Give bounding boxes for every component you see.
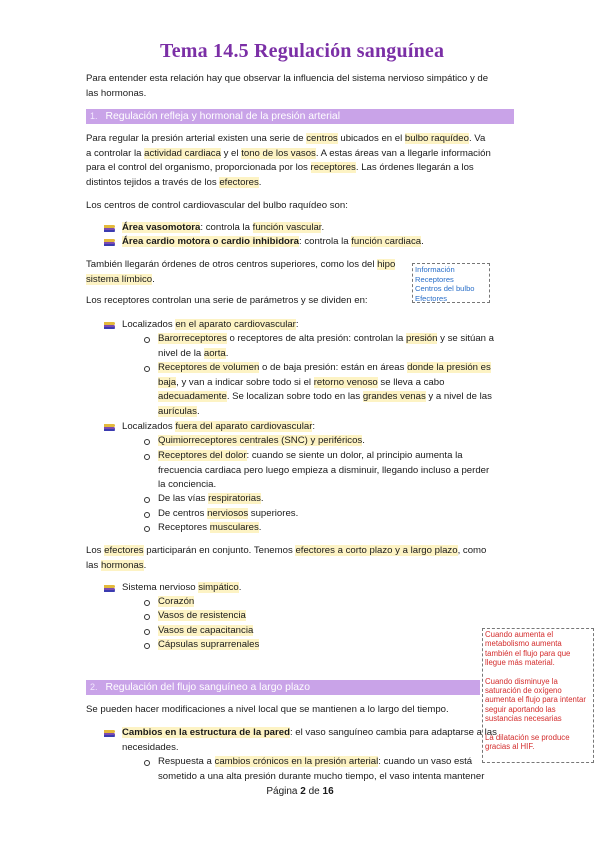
text: . Las órdenes llegarán a los — [355, 162, 474, 174]
sub-bullet-icon — [144, 512, 150, 518]
highlight: bulbo raquídeo — [404, 133, 469, 144]
text: o receptores de alta presión: controlan la — [226, 333, 406, 344]
text: se lleva a cabo — [377, 376, 445, 388]
text: las — [86, 559, 101, 571]
paragraph: Los centros de control cardiovascular del bulbo raquídeo son: — [86, 200, 348, 211]
page-title: Tema 14.5 Regulación sanguínea — [160, 40, 445, 62]
bullet-icon — [104, 424, 116, 432]
text: , como — [457, 545, 487, 556]
text: : cuando se siente un dolor, al principio aumenta la — [246, 450, 463, 461]
highlight: cambios crónicos en la presión arterial — [214, 756, 379, 767]
highlight: actividad cardiaca — [144, 147, 221, 159]
sub-list-item — [158, 521, 520, 536]
text: . — [225, 347, 229, 359]
highlight: Cápsulas suprarrenales — [158, 639, 260, 650]
text: Respuesta a — [158, 756, 215, 767]
sub-bullet-icon — [144, 629, 150, 635]
highlight: aorta — [203, 347, 226, 359]
text: Localizados — [122, 319, 176, 330]
bullet-icon — [104, 730, 116, 738]
text: : el vaso sanguíneo cambia para adaptarse a las — [289, 727, 497, 738]
text: Los — [86, 545, 105, 556]
text: frecuencia cardiaca pero luego empieza a disminuir, llegando incluso a perder — [158, 464, 490, 476]
text: y a nivel de las — [425, 391, 492, 403]
text: . — [421, 236, 424, 247]
text: : controla la — [200, 222, 253, 233]
sub-list-item — [158, 638, 458, 653]
sub-list-item — [158, 595, 458, 610]
highlight: Vasos de capacitancia — [158, 625, 254, 636]
section-title: Regulación refleja y hormonal de la presión arterial — [105, 111, 341, 122]
text: . Se localizan sobre todo en las — [226, 391, 363, 403]
text: : — [312, 421, 316, 432]
page-number: 2 — [300, 786, 306, 797]
highlight: musculares — [209, 522, 259, 533]
text: Página — [266, 786, 301, 797]
highlight: hipo — [377, 259, 396, 270]
text: sometido a una alta presión durante mucho tiempo, el vaso intenta mantener — [158, 770, 485, 782]
highlight: nerviosos — [207, 508, 249, 519]
text: . — [258, 522, 262, 533]
sub-list-item — [158, 755, 520, 784]
highlight: función cardiaca — [351, 236, 422, 247]
sub-list-item — [158, 492, 520, 507]
highlight: efectores — [219, 176, 259, 188]
sub-list-item — [158, 507, 520, 522]
text: . — [238, 582, 242, 593]
sub-bullet-icon — [144, 614, 150, 620]
text: . A estas áreas van a llegarle información — [315, 147, 491, 159]
highlight: hormonas — [100, 559, 144, 571]
text: : cuando un vaso está — [378, 756, 473, 767]
sub-bullet-icon — [144, 497, 150, 503]
text: participarán en conjunto. Tenemos — [143, 545, 296, 556]
highlight: Área cardio motora o cardio inhibidora — [122, 236, 299, 247]
sub-bullet-icon — [144, 526, 150, 532]
sub-bullet-icon — [144, 760, 150, 766]
highlight: Cambios en la estructura de la pared — [122, 727, 290, 738]
highlight: Vasos de resistencia — [158, 610, 246, 621]
section-heading-1 — [86, 109, 514, 124]
text: a controlar la — [86, 147, 145, 159]
text: . — [260, 493, 264, 504]
highlight: Corazón — [158, 596, 195, 607]
text: y el — [220, 147, 242, 159]
highlight: simpático — [198, 582, 239, 593]
paragraph: Los receptores controlan una serie de parámetros y se dividen en: — [86, 295, 368, 306]
sub-list-item — [158, 332, 520, 361]
highlight: baja — [158, 376, 177, 388]
text: la conciencia. — [158, 479, 217, 491]
text: . — [152, 273, 155, 285]
highlight: grandes venas — [362, 391, 426, 403]
highlight: receptores — [310, 162, 356, 174]
bullet-icon — [104, 322, 116, 330]
text: , y van a indicar sobre todo si el — [176, 376, 314, 388]
text: : — [295, 319, 299, 330]
bullet-icon — [104, 239, 116, 247]
text: . — [321, 222, 325, 233]
bullet-icon — [104, 585, 116, 593]
paragraph-centros — [86, 132, 516, 190]
text: nivel de la — [158, 347, 204, 359]
highlight: Quimiorreceptores centrales (SNC) y periféricos — [158, 435, 363, 446]
text: o de baja presión: están en áreas — [259, 362, 408, 373]
list-item — [122, 235, 552, 250]
highlight: efectores — [104, 545, 144, 556]
text: : controla la — [298, 236, 352, 247]
text: . — [143, 559, 147, 571]
highlight: Receptores del dolor — [158, 450, 247, 461]
text: De las vías — [158, 493, 209, 504]
text: . — [258, 176, 262, 188]
list-item — [122, 318, 552, 333]
page-footer — [0, 786, 600, 797]
sub-list-item — [158, 449, 520, 493]
text: superiores. — [248, 508, 299, 519]
sub-list-item — [158, 624, 458, 639]
highlight: retorno venoso — [313, 376, 378, 388]
comment-line: Centros del bulbo — [415, 284, 475, 293]
text: . — [362, 435, 365, 446]
text: ubicados en el — [337, 133, 405, 144]
highlight: Área vasomotora — [122, 222, 201, 233]
text: Para regular la presión arterial existen una serie de — [86, 133, 307, 144]
comment-line: Información — [415, 265, 455, 274]
paragraph: Se pueden hacer modificaciones a nivel local que se mantienen a lo largo del tiempo. — [86, 704, 449, 715]
text: . Va — [468, 133, 486, 144]
highlight: aurículas — [158, 405, 197, 417]
highlight: sistema límbico — [86, 273, 153, 285]
text: También llegarán órdenes de otros centros superiores, como los del — [86, 259, 378, 270]
text: necesidades. — [122, 741, 179, 753]
page-total: 16 — [322, 786, 334, 797]
list-item — [122, 581, 552, 596]
comment-line: La dilatación se produce gracias al HIF. — [485, 732, 570, 752]
sub-list-item — [158, 361, 520, 419]
text: de — [305, 786, 323, 797]
sub-list-item — [158, 609, 458, 624]
sub-bullet-icon — [144, 600, 150, 606]
paragraph — [86, 258, 416, 287]
text: para el control del organismo, proporcionada por los — [86, 162, 311, 174]
intro-line: las hormonas. — [86, 87, 147, 99]
highlight: centros — [306, 133, 338, 144]
text: De centros — [158, 508, 208, 519]
highlight: efectores a corto plazo y a largo plazo — [295, 545, 458, 556]
sub-bullet-icon — [144, 366, 150, 372]
text: Localizados — [122, 421, 176, 432]
text: Receptores — [158, 522, 210, 533]
comment-line: Cuando aumenta el metabolismo aumenta también el flujo para que llegue más material. — [485, 630, 571, 668]
highlight: en el aparato cardiovascular — [175, 319, 296, 330]
intro-paragraph — [86, 72, 516, 101]
sub-bullet-icon — [144, 643, 150, 649]
highlight: presión — [406, 333, 438, 344]
list-item — [122, 726, 502, 755]
sub-list-item — [158, 434, 520, 449]
intro-line: Para entender esta relación hay que observar la influencia del sistema nervioso simpático y de — [86, 73, 489, 84]
highlight: función vascular — [252, 222, 322, 233]
sub-bullet-icon — [144, 337, 150, 343]
highlight: adecuadamente — [158, 391, 227, 403]
bullet-icon — [104, 225, 116, 233]
section-heading-2 — [86, 680, 480, 695]
comment-line: Cuando disminuye la saturación de oxígeno aumenta el flujo para intentar seguir aportando las sustancias necesarias — [485, 676, 586, 724]
paragraph-efectores — [86, 544, 516, 573]
highlight: tono de los vasos — [241, 147, 316, 159]
section-number: 1. — [90, 111, 98, 121]
highlight: respiratorias — [208, 493, 261, 504]
comment-line: Receptores — [415, 274, 454, 284]
text: distintos tejidos a través de los — [86, 176, 220, 188]
section-title: Regulación del flujo sanguíneo a largo plazo — [105, 682, 311, 693]
highlight: donde la presión es — [407, 362, 491, 373]
section-number: 2. — [90, 682, 98, 692]
highlight: Barorreceptores — [158, 333, 227, 344]
highlight: Receptores de volumen — [158, 362, 260, 373]
sub-bullet-icon — [144, 454, 150, 460]
sub-bullet-icon — [144, 439, 150, 445]
text: Sistema nervioso — [122, 582, 199, 593]
list-item — [122, 221, 552, 236]
text: y se sitúan a — [437, 333, 494, 344]
comment-line: Efectores — [415, 293, 448, 303]
highlight: fuera del aparato cardiovascular — [175, 421, 313, 432]
text: . — [196, 405, 200, 417]
list-item — [122, 420, 552, 435]
margin-comment-2 — [482, 628, 594, 763]
